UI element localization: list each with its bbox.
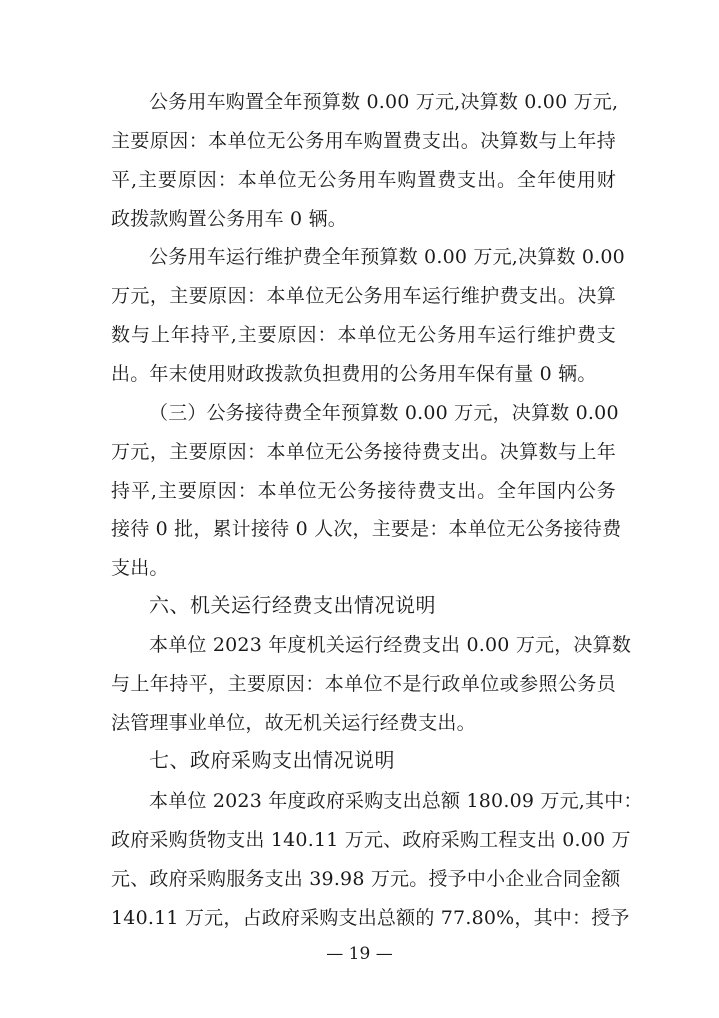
- page-number: — 19 —: [326, 944, 393, 964]
- paragraph-line: 政府采购货物支出 140.11 万元、政府采购工程支出 0.00 万: [111, 829, 631, 851]
- section-heading-7: 七、政府采购支出情况说明: [149, 748, 395, 772]
- paragraph-line: 法管理事业单位，故无机关运行经费支出。: [111, 712, 476, 734]
- section-heading-6: 六、机关运行经费支出情况说明: [149, 593, 436, 617]
- paragraph-line: 万元，主要原因：本单位无公务用车运行维护费支出。决算: [111, 285, 616, 307]
- paragraph-line: 本单位 2023 年度机关运行经费支出 0.00 万元，决算数: [149, 634, 632, 656]
- paragraph-line: 万元，主要原因：本单位无公务接待费支出。决算数与上年: [111, 441, 616, 463]
- paragraph-line: 与上年持平，主要原因：本单位不是行政单位或参照公务员: [111, 673, 616, 695]
- paragraph-line: 数与上年持平,主要原因：本单位无公务用车运行维护费支: [111, 324, 616, 346]
- paragraph-line: 元、政府采购服务支出 39.98 万元。授予中小企业合同金额: [111, 868, 621, 890]
- paragraph-line: 持平,主要原因：本单位无公务接待费支出。全年国内公务: [111, 480, 616, 502]
- paragraph-line: （三）公务接待费全年预算数 0.00 万元，决算数 0.00: [149, 402, 619, 424]
- paragraph-line: 公务用车购置全年预算数 0.00 万元,决算数 0.00 万元,: [149, 91, 619, 113]
- paragraph-line: 政拨款购置公务用车 0 辆。: [111, 208, 347, 230]
- paragraph-line: 平,主要原因：本单位无公务用车购置费支出。全年使用财: [111, 169, 616, 191]
- paragraph-line: 本单位 2023 年度政府采购支出总额 180.09 万元,其中：: [149, 790, 643, 812]
- paragraph-line: 公务用车运行维护费全年预算数 0.00 万元,决算数 0.00: [149, 246, 625, 268]
- paragraph-line: 主要原因：本单位无公务用车购置费支出。决算数与上年持: [111, 130, 616, 152]
- paragraph-line: 支出。: [111, 557, 169, 579]
- paragraph-line: 出。年末使用财政拨款负担费用的公务用车保有量 0 辆。: [111, 363, 597, 385]
- paragraph-line: 接待 0 批，累计接待 0 人次，主要是：本单位无公务接待费: [111, 518, 622, 540]
- paragraph-line: 140.11 万元，占政府采购支出总额的 77.80%，其中：授予: [111, 907, 630, 929]
